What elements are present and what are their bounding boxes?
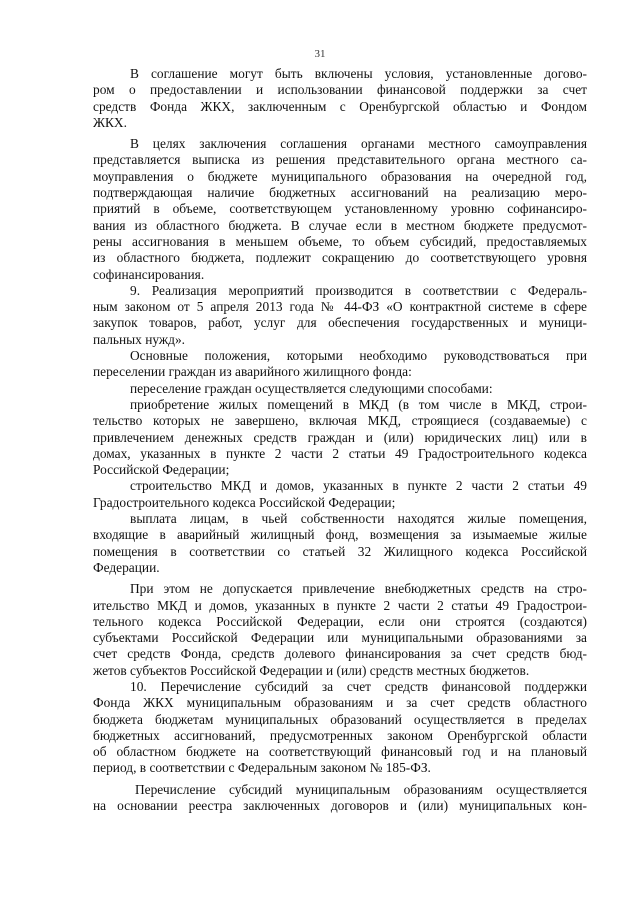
- text-line: привлечением денежных средств граждан и (или) юридических лиц) или в: [93, 429, 587, 445]
- text-line: ЖКХ.: [93, 114, 127, 130]
- text-line: пальных нужд».: [93, 331, 186, 347]
- text-line: тельство которых не завершено, включая МКД, строящиеся (создаваемые) с: [93, 413, 587, 429]
- text-line: период, в соответствии с Федеральным законом № 185-ФЗ.: [93, 760, 431, 776]
- text-line: жетов субъектов Российской Федерации и (или) средств местных бюджетов.: [93, 662, 530, 678]
- text-line: Перечисление субсидий муниципальным образованиям осуществляется: [135, 781, 587, 797]
- text-line: ром о предоставлении и использовании финансовой поддержки за счет: [93, 82, 587, 98]
- text-line: ительство МКД и домов, указанных в пункте 2 части 2 статьи 49 Градострои-: [93, 597, 587, 613]
- text-line: Федерации.: [93, 559, 160, 575]
- page-number: 31: [314, 48, 326, 60]
- text-line: вания из областного бюджета. В случае если в местном бюджете предусмот-: [93, 217, 587, 233]
- text-line: строительство МКД и домов, указанных в пункте 2 части 2 статьи 49: [130, 478, 587, 494]
- text-line: 9. Реализация мероприятий производится в соответствии с Федераль-: [130, 282, 587, 298]
- text-line: ным законом от 5 апреля 2013 года № 44-ФЗ «О контрактной системе в сфере: [93, 299, 587, 315]
- text-line: средств Фонда ЖКХ, заключенным с Оренбургской областью и Фондом: [93, 98, 587, 114]
- text-line: 10. Перечисление субсидий за счет средств финансовой поддержки: [130, 678, 587, 694]
- text-line: приобретение жилых помещений в МКД (в том числе в МКД, строи-: [130, 396, 587, 412]
- text-line: представляется выписка из решения представительного органа местного са-: [93, 152, 587, 168]
- text-line: на основании реестра заключенных договоров и (или) муниципальных кон-: [93, 798, 587, 814]
- text-line: помещения в соответствии со статьей 32 Жилищного кодекса Российской: [93, 543, 587, 559]
- body-text: [93, 66, 587, 814]
- text-line: моуправления о бюджете муниципального образования на очередной год,: [93, 168, 587, 184]
- text-line: бюджета бюджетам муниципальных образований осуществляется в пределах: [93, 711, 587, 727]
- text-line: рены ассигнования в меньшем объеме, то объем субсидий, предоставляемых: [93, 233, 587, 249]
- text-line: из областного бюджета, подлежит сокращению до соответствующего уровня: [93, 250, 587, 266]
- text-line: При этом не допускается привлечение внебюджетных средств на стро-: [130, 581, 587, 597]
- text-line: об областном бюджете на соответствующий финансовый год и на плановый: [93, 744, 587, 760]
- text-line: В соглашение могут быть включены условия, установленные догово-: [130, 66, 587, 81]
- text-line: переселении граждан из аварийного жилищного фонда:: [93, 364, 412, 380]
- text-line: переселение граждан осуществляется следующими способами:: [130, 380, 493, 396]
- text-line: тельного кодекса Российской Федерации, если они строятся (создаются): [93, 613, 587, 629]
- text-line: домах, указанных в пункте 2 части 2 статьи 49 Градостроительного кодекса: [93, 445, 587, 461]
- text-line: Фонда ЖКХ муниципальным образованиям и за счет средств областного: [93, 695, 587, 711]
- text-line: Градостроительного кодекса Российской Федерации;: [93, 494, 396, 510]
- text-line: подтверждающая наличие бюджетных ассигнований на реализацию меро-: [93, 185, 587, 201]
- text-line: бюджетных ассигнований, предусмотренных законом Оренбургской области: [93, 727, 587, 743]
- text-line: субъектами Российской Федерации или муниципальными образованиями за: [93, 630, 587, 646]
- text-line: выплата лицам, в чьей собственности находятся жилые помещения,: [130, 511, 587, 527]
- text-line: Российской Федерации;: [93, 462, 230, 478]
- text-line: входящие в аварийный жилищный фонд, возмещения за изымаемые жилые: [93, 527, 587, 543]
- text-line: приятий в объеме, соответствующем установленному уровню софинансиро-: [93, 201, 587, 217]
- text-line: закупок товаров, работ, услуг для обеспечения государственных и муници-: [93, 315, 587, 331]
- text-line: В целях заключения соглашения органами местного самоуправления: [130, 136, 587, 152]
- text-line: софинансирования.: [93, 266, 205, 282]
- text-line: Основные положения, которыми необходимо руководствоваться при: [130, 348, 587, 364]
- text-line: счет средств Фонда, средств долевого финансирования за счет средств бюд-: [93, 646, 587, 662]
